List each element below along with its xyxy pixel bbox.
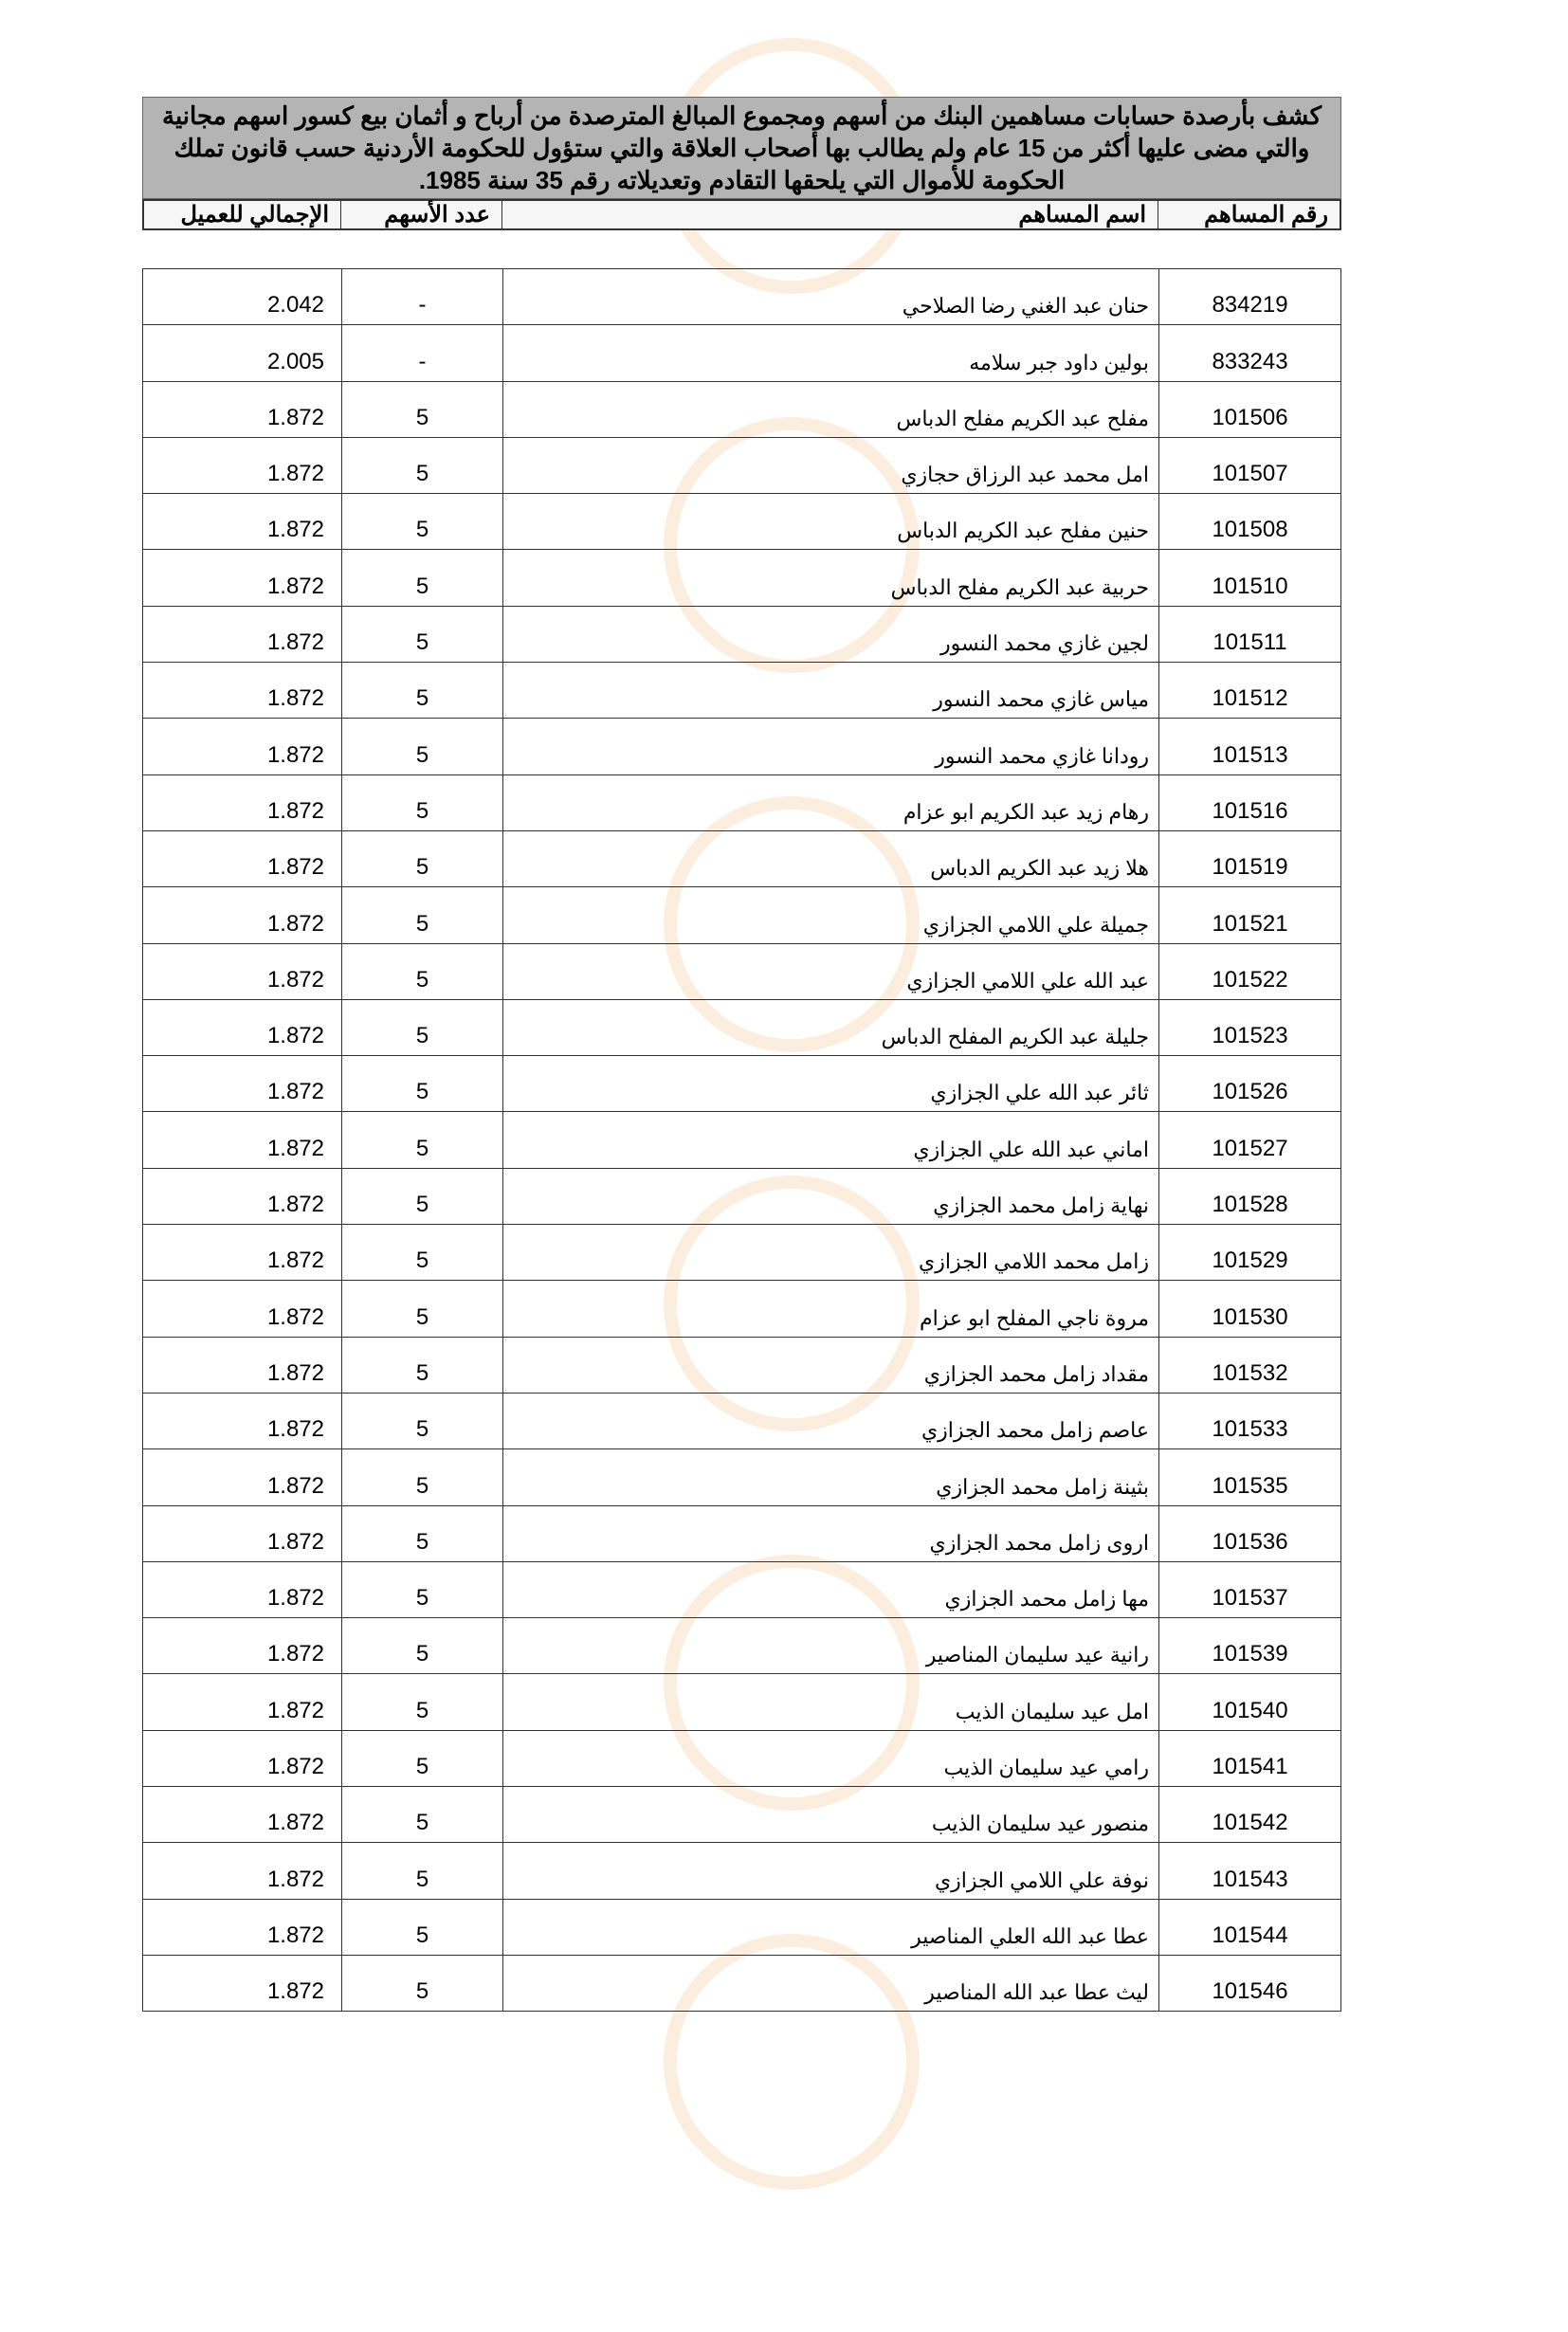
shareholder-name-cell: منصور عيد سليمان الذيب bbox=[503, 1787, 1159, 1843]
shareholder-name-cell: عبد الله علي اللامي الجزازي bbox=[503, 943, 1159, 999]
shareholder-id-cell: 101512 bbox=[1159, 663, 1341, 719]
shareholder-id-cell: 101543 bbox=[1159, 1843, 1341, 1899]
table-row bbox=[143, 1899, 1341, 1955]
shareholder-id-cell: 101536 bbox=[1159, 1505, 1341, 1561]
table-header bbox=[142, 199, 1341, 230]
client-total-cell: 1.872 bbox=[143, 1337, 342, 1393]
share-count-cell: 5 bbox=[342, 1787, 503, 1843]
shareholder-name-cell: عاصم زامل محمد الجزازي bbox=[503, 1393, 1159, 1448]
table-row bbox=[143, 494, 1341, 550]
shareholder-id-cell: 101533 bbox=[1159, 1393, 1341, 1448]
shareholder-name-cell: حنين مفلح عبد الكريم الدباس bbox=[503, 494, 1159, 550]
shareholder-id-cell: 101510 bbox=[1159, 550, 1341, 606]
document-title: كشف بأرصدة حسابات مساهمين البنك من أسهم ومجموع المبالغ المترصدة من أرباح و أثمان بيع كسور اسهم مجانية والتي مضى عليها أكثر من 15 عام ولم يطالب بها أصحاب العلاقة والتي ستؤول للحكومة الأردنية حسب قانون تملك الحكومة للأموال التي يلحقها التقادم وتعديلاته رقم 35 سنة 1985. bbox=[142, 97, 1341, 199]
shareholder-name-cell: ليث عطا عبد الله المناصير bbox=[503, 1955, 1159, 2011]
client-total-cell: 1.872 bbox=[143, 774, 342, 830]
share-count-cell: 5 bbox=[342, 1955, 503, 2011]
shareholder-id-cell: 101540 bbox=[1159, 1674, 1341, 1730]
client-total-cell: 1.872 bbox=[143, 1449, 342, 1505]
shareholder-id-cell: 101544 bbox=[1159, 1899, 1341, 1955]
shareholder-id-cell: 101523 bbox=[1159, 999, 1341, 1055]
shareholder-name-cell: مفلح عبد الكريم مفلح الدباس bbox=[503, 381, 1159, 437]
shareholders-table bbox=[142, 268, 1341, 2012]
client-total-cell: 1.872 bbox=[143, 1899, 342, 1955]
shareholder-id-cell: 833243 bbox=[1159, 325, 1341, 381]
share-count-cell: 5 bbox=[342, 1843, 503, 1899]
header-share-count: عدد الأسهم bbox=[340, 201, 501, 228]
shareholder-name-cell: اماني عبد الله علي الجزازي bbox=[503, 1112, 1159, 1168]
table-row bbox=[143, 381, 1341, 437]
client-total-cell: 1.872 bbox=[143, 1281, 342, 1337]
shareholder-name-cell: جليلة عبد الكريم المفلح الدباس bbox=[503, 999, 1159, 1055]
table-row bbox=[143, 719, 1341, 774]
shareholder-id-cell: 101530 bbox=[1159, 1281, 1341, 1337]
shareholder-id-cell: 834219 bbox=[1159, 269, 1341, 325]
shareholder-name-cell: لجين غازي محمد النسور bbox=[503, 606, 1159, 662]
share-count-cell: 5 bbox=[342, 830, 503, 886]
client-total-cell: 1.872 bbox=[143, 1056, 342, 1112]
shareholder-id-cell: 101507 bbox=[1159, 437, 1341, 493]
table-row bbox=[143, 887, 1341, 943]
shareholder-id-cell: 101516 bbox=[1159, 774, 1341, 830]
header-shareholder-name: اسم المساهم bbox=[501, 201, 1158, 228]
client-total-cell: 2.042 bbox=[143, 269, 342, 325]
share-count-cell: - bbox=[342, 325, 503, 381]
table-row bbox=[143, 1955, 1341, 2011]
share-count-cell: 5 bbox=[342, 943, 503, 999]
table-row bbox=[143, 325, 1341, 381]
shareholder-name-cell: ثائر عبد الله علي الجزازي bbox=[503, 1056, 1159, 1112]
client-total-cell: 1.872 bbox=[143, 1618, 342, 1674]
table-row bbox=[143, 1337, 1341, 1393]
share-count-cell: 5 bbox=[342, 550, 503, 606]
shareholder-name-cell: رهام زيد عبد الكريم ابو عزام bbox=[503, 774, 1159, 830]
share-count-cell: 5 bbox=[342, 663, 503, 719]
table-row bbox=[143, 1393, 1341, 1448]
shareholder-name-cell: رامي عيد سليمان الذيب bbox=[503, 1730, 1159, 1786]
share-count-cell: 5 bbox=[342, 1056, 503, 1112]
shareholder-name-cell: رودانا غازي محمد النسور bbox=[503, 719, 1159, 774]
client-total-cell: 1.872 bbox=[143, 1843, 342, 1899]
table-row bbox=[143, 606, 1341, 662]
client-total-cell: 1.872 bbox=[143, 887, 342, 943]
client-total-cell: 1.872 bbox=[143, 381, 342, 437]
table-row bbox=[143, 943, 1341, 999]
share-count-cell: 5 bbox=[342, 437, 503, 493]
share-count-cell: 5 bbox=[342, 1225, 503, 1281]
shareholder-id-cell: 101539 bbox=[1159, 1618, 1341, 1674]
share-count-cell: 5 bbox=[342, 1899, 503, 1955]
share-count-cell: 5 bbox=[342, 1112, 503, 1168]
share-count-cell: 5 bbox=[342, 1505, 503, 1561]
shareholder-id-cell: 101532 bbox=[1159, 1337, 1341, 1393]
table-row bbox=[143, 1225, 1341, 1281]
shareholder-id-cell: 101526 bbox=[1159, 1056, 1341, 1112]
shareholder-name-cell: بولين داود جبر سلامه bbox=[503, 325, 1159, 381]
share-count-cell: - bbox=[342, 269, 503, 325]
shareholder-name-cell: امل محمد عبد الرزاق حجازي bbox=[503, 437, 1159, 493]
shareholder-id-cell: 101527 bbox=[1159, 1112, 1341, 1168]
shareholder-id-cell: 101537 bbox=[1159, 1561, 1341, 1617]
table-row bbox=[143, 774, 1341, 830]
client-total-cell: 1.872 bbox=[143, 719, 342, 774]
share-count-cell: 5 bbox=[342, 719, 503, 774]
client-total-cell: 1.872 bbox=[143, 494, 342, 550]
share-count-cell: 5 bbox=[342, 1618, 503, 1674]
table-row bbox=[143, 1674, 1341, 1730]
share-count-cell: 5 bbox=[342, 1337, 503, 1393]
table-row bbox=[143, 1505, 1341, 1561]
share-count-cell: 5 bbox=[342, 1168, 503, 1224]
shareholder-name-cell: نهاية زامل محمد الجزازي bbox=[503, 1168, 1159, 1224]
client-total-cell: 1.872 bbox=[143, 943, 342, 999]
share-count-cell: 5 bbox=[342, 1674, 503, 1730]
share-count-cell: 5 bbox=[342, 774, 503, 830]
share-count-cell: 5 bbox=[342, 1449, 503, 1505]
share-count-cell: 5 bbox=[342, 887, 503, 943]
header-client-total: الإجمالي للعميل bbox=[180, 202, 329, 228]
header-shareholder-id: رقم المساهم bbox=[1158, 201, 1340, 228]
shareholder-name-cell: نوفة علي اللامي الجزازي bbox=[503, 1843, 1159, 1899]
table-row bbox=[143, 830, 1341, 886]
shareholder-name-cell: رانية عيد سليمان المناصير bbox=[503, 1618, 1159, 1674]
shareholder-id-cell: 101542 bbox=[1159, 1787, 1341, 1843]
shareholder-name-cell: جميلة علي اللامي الجزازي bbox=[503, 887, 1159, 943]
client-total-cell: 1.872 bbox=[143, 999, 342, 1055]
shareholder-id-cell: 101535 bbox=[1159, 1449, 1341, 1505]
shareholder-id-cell: 101508 bbox=[1159, 494, 1341, 550]
client-total-cell: 1.872 bbox=[143, 1561, 342, 1617]
table-row bbox=[143, 550, 1341, 606]
client-total-cell: 1.872 bbox=[143, 1955, 342, 2011]
shareholder-id-cell: 101511 bbox=[1159, 606, 1341, 662]
shareholder-id-cell: 101529 bbox=[1159, 1225, 1341, 1281]
shareholder-id-cell: 101513 bbox=[1159, 719, 1341, 774]
shareholder-name-cell: مها زامل محمد الجزازي bbox=[503, 1561, 1159, 1617]
shareholder-name-cell: عطا عبد الله العلي المناصير bbox=[503, 1899, 1159, 1955]
shareholder-id-cell: 101519 bbox=[1159, 830, 1341, 886]
client-total-cell: 1.872 bbox=[143, 830, 342, 886]
table-row bbox=[143, 269, 1341, 325]
table-row bbox=[143, 663, 1341, 719]
table-row bbox=[143, 1843, 1341, 1899]
table-row bbox=[143, 1561, 1341, 1617]
table-row bbox=[143, 1281, 1341, 1337]
shareholder-id-cell: 101528 bbox=[1159, 1168, 1341, 1224]
table-row bbox=[143, 1787, 1341, 1843]
client-total-cell: 1.872 bbox=[143, 437, 342, 493]
share-count-cell: 5 bbox=[342, 1561, 503, 1617]
client-total-cell: 1.872 bbox=[143, 1225, 342, 1281]
shareholder-name-cell: امل عيد سليمان الذيب bbox=[503, 1674, 1159, 1730]
table-row bbox=[143, 1112, 1341, 1168]
share-count-cell: 5 bbox=[342, 1730, 503, 1786]
client-total-cell: 1.872 bbox=[143, 1730, 342, 1786]
client-total-cell: 1.872 bbox=[143, 1168, 342, 1224]
table-row bbox=[143, 1168, 1341, 1224]
shareholder-id-cell: 101521 bbox=[1159, 887, 1341, 943]
client-total-cell: 1.872 bbox=[143, 606, 342, 662]
table-row bbox=[143, 1730, 1341, 1786]
shareholder-id-cell: 101522 bbox=[1159, 943, 1341, 999]
shareholder-id-cell: 101541 bbox=[1159, 1730, 1341, 1786]
share-count-cell: 5 bbox=[342, 606, 503, 662]
share-count-cell: 5 bbox=[342, 1393, 503, 1448]
shareholder-name-cell: بثينة زامل محمد الجزازي bbox=[503, 1449, 1159, 1505]
share-count-cell: 5 bbox=[342, 381, 503, 437]
client-total-cell: 1.872 bbox=[143, 1505, 342, 1561]
client-total-cell: 2.005 bbox=[143, 325, 342, 381]
shareholder-name-cell: مروة ناجي المفلح ابو عزام bbox=[503, 1281, 1159, 1337]
client-total-cell: 1.872 bbox=[143, 663, 342, 719]
client-total-cell: 1.872 bbox=[143, 1674, 342, 1730]
table-row bbox=[143, 437, 1341, 493]
table-row bbox=[143, 1618, 1341, 1674]
shareholder-name-cell: حنان عبد الغني رضا الصلاحي bbox=[503, 269, 1159, 325]
shareholder-id-cell: 101546 bbox=[1159, 1955, 1341, 2011]
client-total-cell: 1.872 bbox=[143, 1787, 342, 1843]
share-count-cell: 5 bbox=[342, 494, 503, 550]
shareholder-name-cell: مقداد زامل محمد الجزازي bbox=[503, 1337, 1159, 1393]
shareholder-name-cell: مياس غازي محمد النسور bbox=[503, 663, 1159, 719]
share-count-cell: 5 bbox=[342, 1281, 503, 1337]
shareholder-id-cell: 101506 bbox=[1159, 381, 1341, 437]
shareholder-name-cell: زامل محمد اللامي الجزازي bbox=[503, 1225, 1159, 1281]
share-count-cell: 5 bbox=[342, 999, 503, 1055]
shareholder-name-cell: حربية عبد الكريم مفلح الدباس bbox=[503, 550, 1159, 606]
shareholder-name-cell: اروى زامل محمد الجزازي bbox=[503, 1505, 1159, 1561]
table-row bbox=[143, 1449, 1341, 1505]
table-row bbox=[143, 999, 1341, 1055]
client-total-cell: 1.872 bbox=[143, 550, 342, 606]
shareholder-name-cell: هلا زيد عبد الكريم الدباس bbox=[503, 830, 1159, 886]
client-total-cell: 1.872 bbox=[143, 1393, 342, 1448]
client-total-cell: 1.872 bbox=[143, 1112, 342, 1168]
table-row bbox=[143, 1056, 1341, 1112]
